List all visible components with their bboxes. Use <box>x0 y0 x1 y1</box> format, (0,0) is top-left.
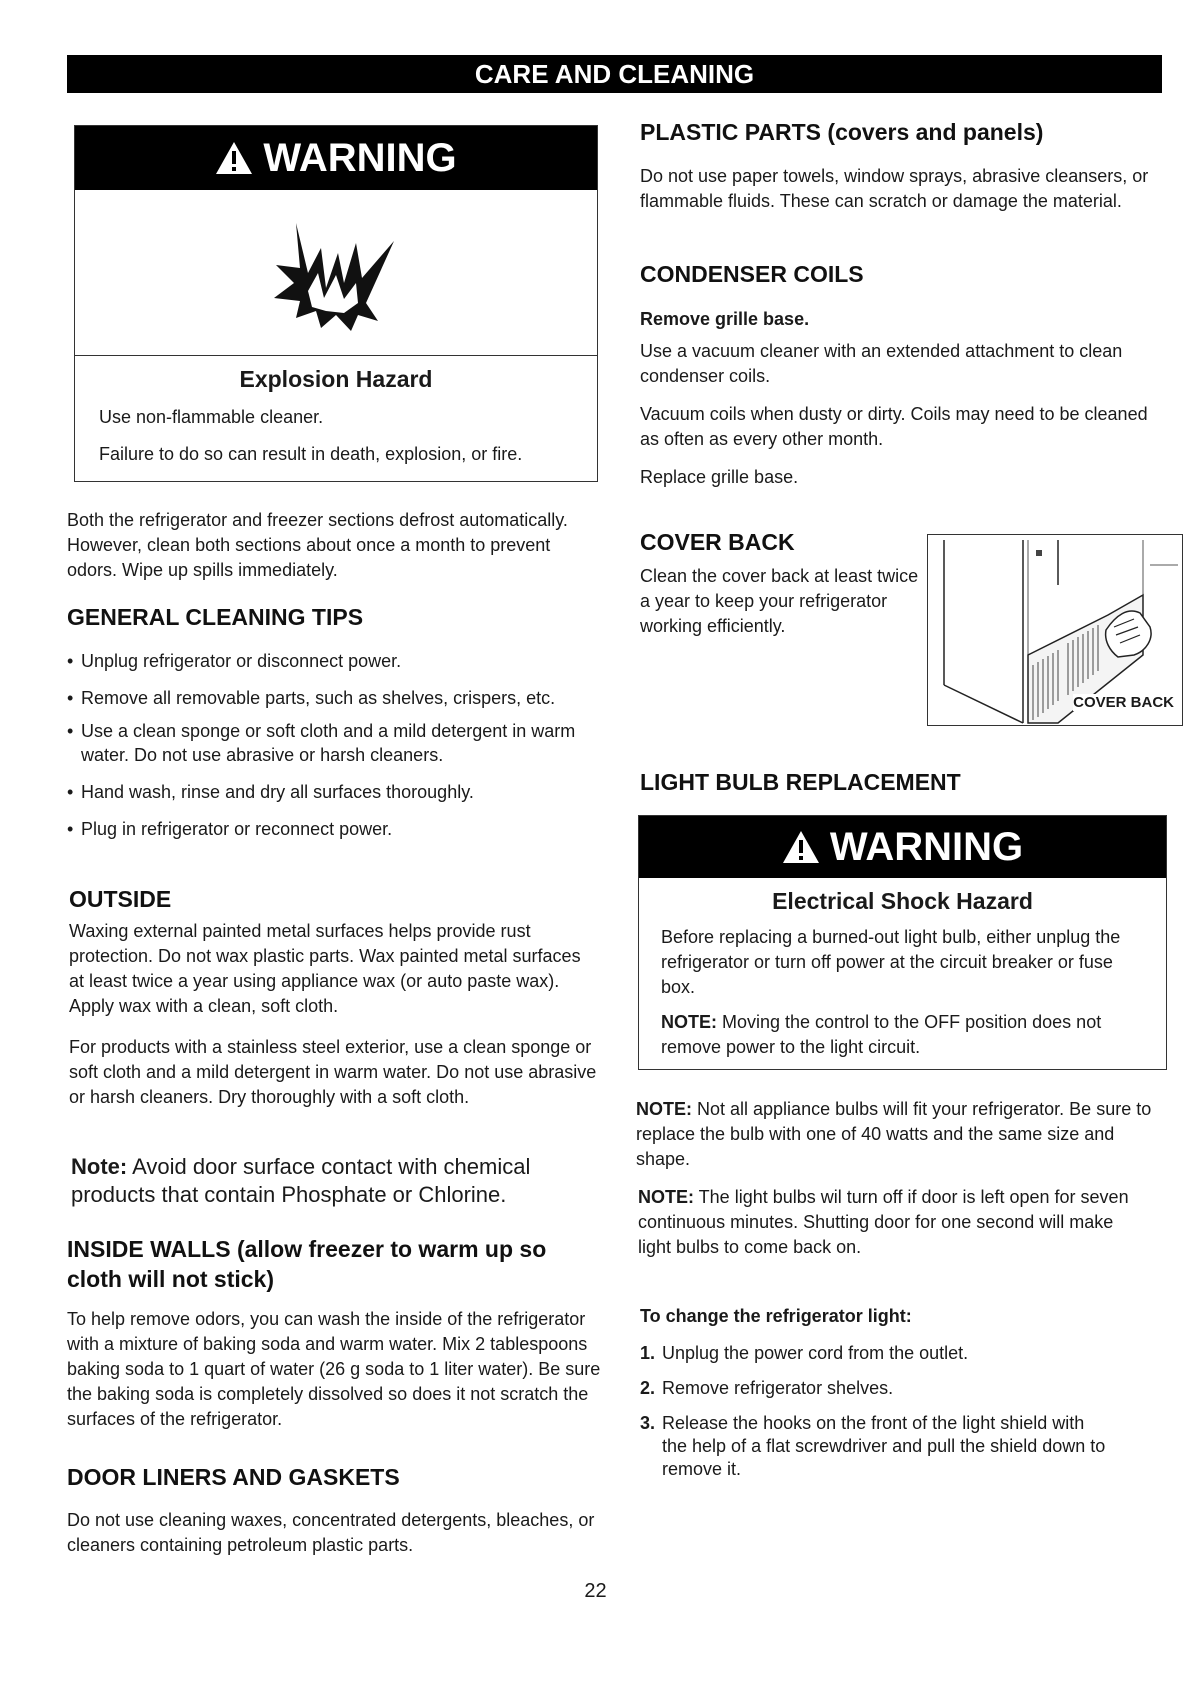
condenser-subheading: Remove grille base. <box>640 309 810 329</box>
outside-paragraph-2: For products with a stainless steel exterior, use a clean sponge or soft cloth and a mild detergent in warm water. Do not use abrasive or harsh cleaners. Dry thoroughly with a soft cloth. <box>69 1037 597 1107</box>
note-label: NOTE: <box>636 1099 692 1119</box>
bulb-note-2 <box>638 1185 1148 1260</box>
bulb-note-1 <box>636 1097 1166 1172</box>
inside-walls-text: To help remove odors, you can wash the inside of the refrigerator with a mixture of baking soda and warm water. Mix 2 tablespoons baking soda to 1 quart of water (26 g soda to 1 liter water). Be sure the baking soda is completely dissolved so does it not scratch the surfaces of the refrigerator. <box>67 1309 601 1429</box>
step-item <box>640 1412 1110 1481</box>
light-bulb-heading: LIGHT BULB REPLACEMENT <box>640 769 961 795</box>
tip-item: • Use a clean sponge or soft cloth and a mild detergent in warm water. Do not use abrasive or harsh cleaners. <box>67 719 592 767</box>
warning-line-2: Failure to do so can result in death, explosion, or fire. <box>99 444 523 464</box>
step-text: Remove refrigerator shelves. <box>662 1378 894 1398</box>
cover-back-illustration <box>927 534 1183 726</box>
condenser-paragraph-2: Vacuum coils when dusty or dirty. Coils may need to be cleaned as often as every other month. <box>640 404 1148 449</box>
step-text: Unplug the power cord from the outlet. <box>662 1343 969 1363</box>
tip-item: • Remove all removable parts, such as shelves, crispers, etc. <box>67 686 592 710</box>
shock-hazard-title: Electrical Shock Hazard <box>772 888 1033 914</box>
step-number: 2. <box>640 1378 656 1398</box>
inside-walls-heading: INSIDE WALLS (allow freezer to warm up so cloth will not stick) <box>67 1236 547 1292</box>
explosion-icon-area <box>75 190 597 356</box>
cover-back-text: Clean the cover back at least twice a year to keep your refrigerator working efficiently. <box>640 566 919 636</box>
tip-item: • Unplug refrigerator or disconnect power. <box>67 649 592 673</box>
outside-heading: OUTSIDE <box>69 886 172 912</box>
outside-note <box>71 1153 591 1209</box>
step-text: Release the hooks on the front of the light shield with the help of a flat screwdriver and pull the shield down to remove it. <box>662 1413 1106 1479</box>
shock-warning-note <box>661 1010 1146 1060</box>
section-banner: CARE AND CLEANING <box>67 55 1162 93</box>
warning-triangle-icon <box>782 830 820 864</box>
step-number: 1. <box>640 1343 656 1363</box>
cover-back-heading: COVER BACK <box>640 529 795 555</box>
cover-back-image-label: COVER BACK <box>1073 694 1174 711</box>
note-text: Moving the control to the OFF position does not remove power to the light circuit. <box>661 1012 1102 1057</box>
tip-item: • Plug in refrigerator or reconnect power. <box>67 817 592 841</box>
note-label: Note: <box>71 1154 128 1179</box>
intro-text: Both the refrigerator and freezer sections defrost automatically. However, clean both sections about once a month to prevent odors. Wipe up spills immediately. <box>67 510 568 580</box>
warning-triangle-icon <box>215 141 253 175</box>
explosion-icon <box>266 203 406 343</box>
note-text: Avoid door surface contact with chemical products that contain Phosphate or Chlorine. <box>71 1154 531 1207</box>
plastic-parts-heading: PLASTIC PARTS (covers and panels) <box>640 119 1044 145</box>
general-cleaning-heading: GENERAL CLEANING TIPS <box>67 604 364 630</box>
warning-label: WARNING <box>829 824 1024 869</box>
change-light-title: To change the refrigerator light: <box>640 1306 912 1326</box>
note-text: Not all appliance bulbs will fit your refrigerator. Be sure to replace the bulb with one of 40 watts and the same size and shape. <box>636 1099 1152 1169</box>
note-label: NOTE: <box>638 1187 694 1207</box>
door-liners-text: Do not use cleaning waxes, concentrated detergents, bleaches, or cleaners containing petroleum plastic parts. <box>67 1510 595 1555</box>
shock-warning-paragraph: Before replacing a burned-out light bulb, either unplug the refrigerator or turn off power at the circuit breaker or fuse box. <box>661 927 1121 997</box>
tip-item: • Hand wash, rinse and dry all surfaces thoroughly. <box>67 780 592 804</box>
warning-label: WARNING <box>263 135 457 180</box>
step-number: 3. <box>640 1413 656 1433</box>
explosion-warning-box <box>74 125 598 482</box>
step-item <box>640 1342 1110 1365</box>
light-steps-list <box>640 1342 1110 1493</box>
warning-line-1: Use non-flammable cleaner. <box>99 407 324 427</box>
condenser-coils-heading: CONDENSER COILS <box>640 261 864 287</box>
explosion-hazard-title: Explosion Hazard <box>239 366 433 392</box>
condenser-paragraph-1: Use a vacuum cleaner with an extended attachment to clean condenser coils. <box>640 341 1123 386</box>
plastic-parts-text: Do not use paper towels, window sprays, abrasive cleansers, or flammable fluids. These can scratch or damage the material. <box>640 166 1149 211</box>
warning-header <box>639 816 1166 878</box>
condenser-paragraph-3: Replace grille base. <box>640 467 799 487</box>
general-tips-list <box>67 649 592 854</box>
warning-header <box>75 126 597 190</box>
outside-paragraph-1: Waxing external painted metal surfaces helps provide rust protection. Do not wax plastic parts. Wax painted metal surfaces at least twice a year using appliance wax (or auto paste wax). Apply wax with a clean, soft cloth. <box>69 921 581 1016</box>
page-number: 22 <box>584 1580 607 1602</box>
note-text: The light bulbs wil turn off if door is left open for seven continuous minutes. Shutting door for one second will make light bulbs to come back on. <box>638 1187 1129 1257</box>
door-liners-heading: DOOR LINERS AND GASKETS <box>67 1464 400 1490</box>
note-label: NOTE: <box>661 1012 717 1032</box>
step-item <box>640 1377 1110 1400</box>
shock-warning-box <box>638 815 1167 1070</box>
